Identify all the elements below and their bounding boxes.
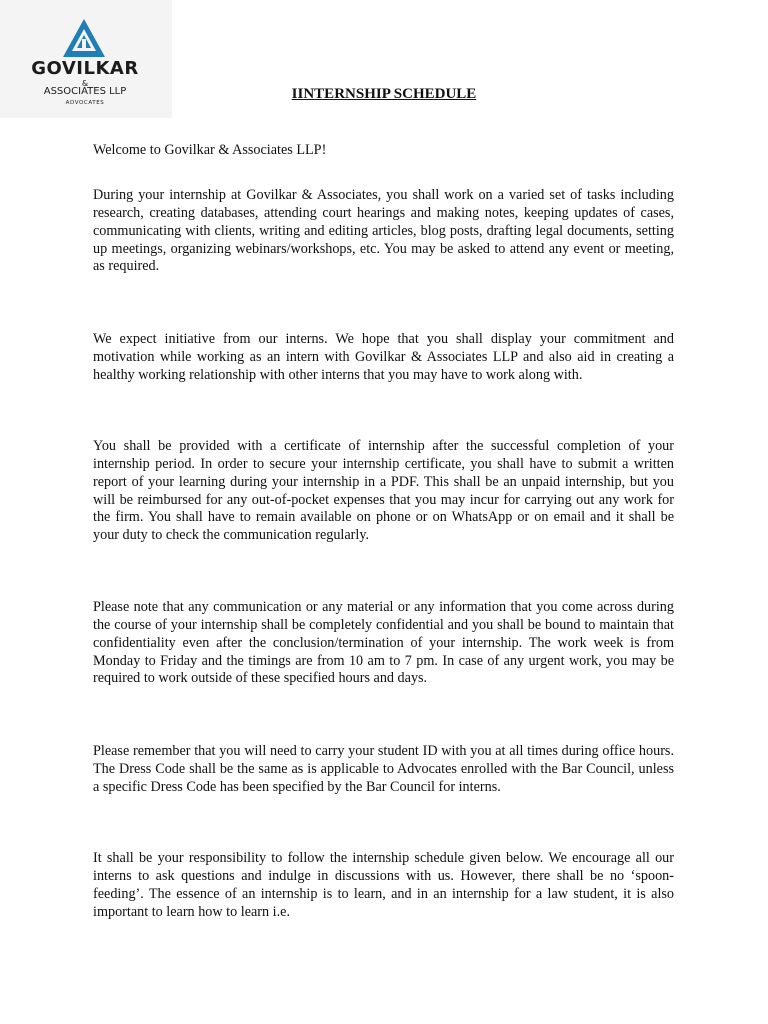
logo-associates: ASSOCIATES LLP (43, 86, 127, 97)
greeting (93, 142, 674, 160)
greeting-text: Welcome to Govilkar & Associates LLP! (93, 142, 327, 158)
paragraph-tasks (93, 187, 674, 276)
triangle-emblem-icon (62, 18, 106, 58)
logo-advocates: ADVOCATES (65, 100, 105, 106)
paragraph-confidentiality (93, 599, 674, 688)
paragraph-responsibility (93, 850, 674, 921)
paragraph-text: It shall be your responsibility to follow the internship schedule given below. We encourage all our interns to ask questions and indulge in discussions with us. However, there shall be no ‘spoon-feeding’. The essence of an internship is to learn, and in an internship for a law student, it is also important to learn how to learn i.e. (93, 850, 674, 920)
logo-name: GOVILKAR (31, 58, 139, 79)
paragraph-text: Please note that any communication or any material or any information that you come across during the course of your internship shall be completely confidential and you shall be bound to maintain that confidentiality even after the conclusion/termination of your internship. The work week is from Monday to Friday and the timings are from 10 am to 7 pm. In case of any urgent work, you may be required to work outside of these specified hours and days. (93, 599, 674, 687)
paragraph-text: Please remember that you will need to carry your student ID with you at all times during office hours. The Dress Code shall be the same as is applicable to Advocates enrolled with the Bar Council, unless a specific Dress Code has been specified by the Bar Council for interns. (93, 743, 674, 795)
paragraph-text: You shall be provided with a certificate of internship after the successful completion of your internship period. In order to secure your internship certificate, you shall have to submit a written report of your learning during your internship in a PDF. This shall be an unpaid internship, but you will be reimbursed for any out-of-pocket expenses that you may incur for carrying out any work for the firm. You shall have to remain available on phone or on WhatsApp or on email and it shall be your duty to check the communication regularly. (93, 438, 674, 544)
document-title: IINTERNSHIP SCHEDULE (291, 86, 477, 102)
paragraph-text: During your internship at Govilkar & Associates, you shall work on a varied set of tasks including research, creating databases, attending court hearings and making notes, keeping updates of cases, communicating with clients, writing and editing articles, blog posts, drafting legal documents, setting up meetings, organizing webinars/workshops, etc. You may be asked to attend any event or meeting, as required. (93, 187, 674, 275)
paragraph-text: We expect initiative from our interns. We hope that you shall display your commitment and motivation while working as an intern with Govilkar & Associates LLP and also aid in creating a healthy working relationship with other interns that you may have to work along with. (93, 331, 674, 383)
paragraph-dress-code (93, 743, 674, 797)
paragraph-certificate (93, 438, 674, 545)
logo-ampersand: & (81, 79, 89, 88)
paragraph-initiative (93, 331, 674, 385)
